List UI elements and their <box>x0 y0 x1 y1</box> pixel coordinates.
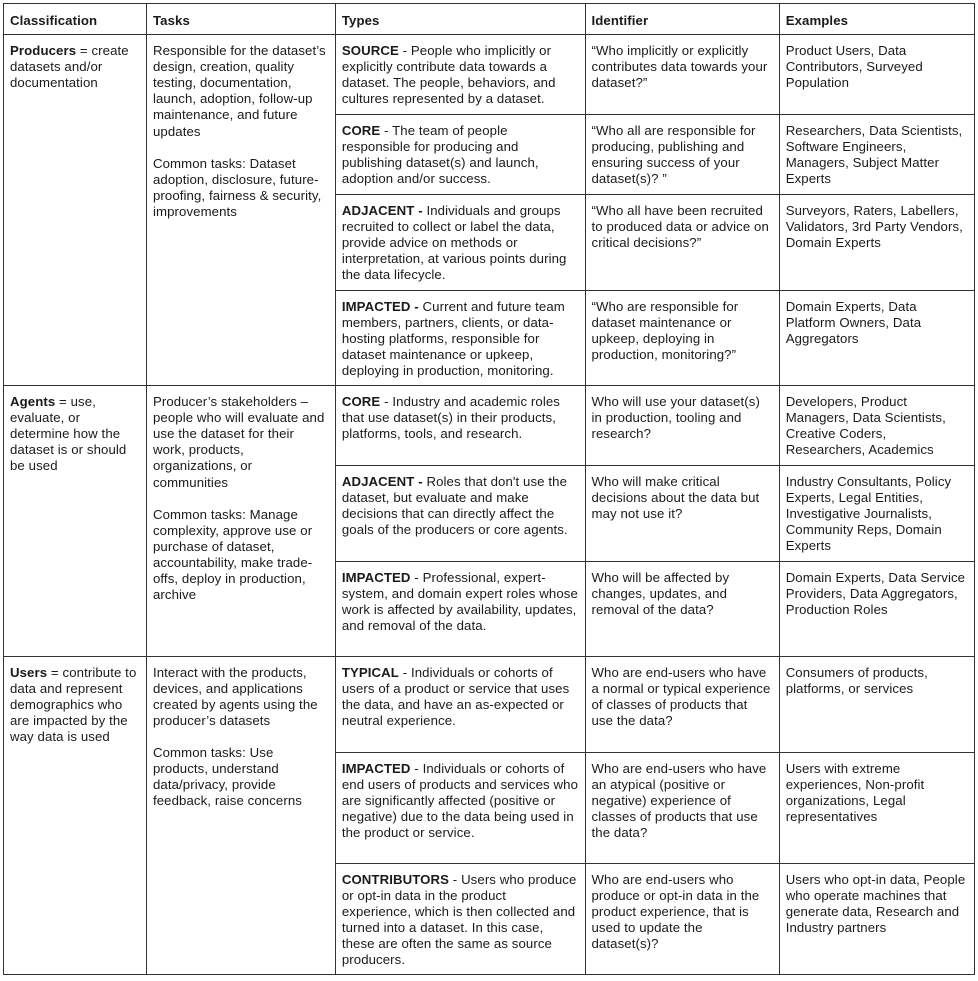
type-name: IMPACTED - <box>341 298 419 314</box>
examples-cell: Consumers of products, platforms, or services <box>779 656 974 752</box>
examples-cell: Domain Experts, Data Platform Owners, Data Aggregators <box>779 290 974 385</box>
examples-cell: Product Users, Data Contributors, Surveyed Population <box>779 35 974 115</box>
classification-name: Producers <box>10 43 77 59</box>
type-description: Individuals or cohorts of end users of products and services who are significantly affected (positive or negative) due to the data being used in the product or service. <box>341 760 578 840</box>
common-tasks-text: Common tasks: Manage complexity, approve use or purchase of dataset, accountability, make trade-offs, deploy in production, archive <box>152 506 313 603</box>
type-description: People who implicitly or explicitly contribute data towards a dataset. The people, behaviors, and cultures represented by a dataset. <box>341 43 556 107</box>
examples-cell: Users with extreme experiences, Non-profit organizations, Legal representatives <box>779 752 974 863</box>
header-identifier: Identifier <box>585 4 779 35</box>
type-description: Current and future team members, partners, clients, or data-hosting platforms, responsible for dataset maintenance or upkeep, deploying in production, monitoring. <box>341 298 565 378</box>
type-separator: - <box>398 43 411 59</box>
type-cell <box>335 115 585 195</box>
type-cell <box>335 386 585 466</box>
type-cell <box>335 561 585 656</box>
table-body <box>4 35 975 975</box>
classification-cell-producers <box>4 35 147 386</box>
examples-cell: Domain Experts, Data Service Providers, Data Aggregators, Production Roles <box>779 561 974 656</box>
identifier-cell: Who will use your dataset(s) in production, tooling and research? <box>585 386 779 466</box>
table-row <box>4 386 975 466</box>
type-name: IMPACTED <box>341 569 411 585</box>
classification-definition: = create datasets and/or documentation <box>10 43 129 91</box>
type-description: Individuals or cohorts of users of a product or service that uses the data, and have an as-expected or neutral experience. <box>341 664 570 728</box>
type-cell <box>335 466 585 561</box>
header-row <box>4 4 975 35</box>
type-name: IMPACTED <box>341 760 411 776</box>
type-cell <box>335 752 585 863</box>
tasks-cell-producers <box>146 35 335 386</box>
header-types: Types <box>335 4 585 35</box>
type-name: TYPICAL <box>341 664 399 680</box>
examples-cell: Users who opt-in data, People who operate machines that generate data, Research and Industry partners <box>779 863 974 975</box>
type-cell <box>335 290 585 385</box>
type-name: ADJACENT - <box>341 203 423 219</box>
type-separator: - <box>449 871 462 887</box>
tasks-text: Responsible for the dataset’s design, creation, quality testing, documentation, launch, adoption, follow-up maintenance, and future updates <box>152 43 326 139</box>
examples-cell: Industry Consultants, Policy Experts, Legal Entities, Investigative Journalists, Community Reps, Domain Experts <box>779 466 974 561</box>
type-name: CORE <box>341 123 381 139</box>
table-header <box>4 4 975 35</box>
type-separator: - <box>380 394 393 410</box>
tasks-cell-agents <box>146 386 335 656</box>
type-description: Users who produce or opt-in data in the product experience, which is then collected and turned into a dataset. In this case, these are often the same as source producers. <box>341 871 577 967</box>
identifier-cell: Who will be affected by changes, updates, and removal of the data? <box>585 561 779 656</box>
type-cell <box>335 35 585 115</box>
type-description: Roles that don't use the dataset, but evaluate and make decisions that can directly affect the goals of the producers or core agents. <box>341 474 568 538</box>
classification-name: Users <box>10 664 48 680</box>
examples-cell: Developers, Product Managers, Data Scientists, Creative Coders, Researchers, Academics <box>779 386 974 466</box>
common-tasks-text: Common tasks: Dataset adoption, disclosure, future-proofing, fairness & security, improvements <box>152 155 322 219</box>
table-row <box>4 35 975 115</box>
tasks-cell-users <box>146 656 335 975</box>
identifier-cell: “Who all have been recruited to produced data or advice on critical decisions?” <box>585 195 779 290</box>
type-description: Individuals and groups recruited to collect or label the data, provide advice on methods or interpretation, at various points during the data lifecycle. <box>341 203 567 283</box>
identifier-cell: Who will make critical decisions about the data but may not use it? <box>585 466 779 561</box>
type-description: Professional, expert-system, and domain expert roles whose work is affected by availability, updates, and removal of the data. <box>341 569 578 633</box>
type-separator: - <box>398 664 411 680</box>
identifier-cell: Who are end-users who have an atypical (positive or negative) experience of classes of products that use the data? <box>585 752 779 863</box>
type-separator: - <box>380 123 393 139</box>
classification-name: Agents <box>10 394 56 410</box>
classification-cell-agents <box>4 386 147 656</box>
identifier-cell: “Who all are responsible for producing, publishing and ensuring success of your dataset(s)? ” <box>585 115 779 195</box>
type-separator: - <box>410 760 423 776</box>
tasks-text: Producer’s stakeholders – people who will evaluate and use the dataset for their work, products, organizations, or communities <box>152 394 325 490</box>
type-description: Industry and academic roles that use dataset(s) in their products, platforms, tools, and research. <box>341 394 561 442</box>
type-name: CONTRIBUTORS <box>341 871 450 887</box>
identifier-cell: “Who implicitly or explicitly contributes data towards your dataset?” <box>585 35 779 115</box>
identifier-cell: Who are end-users who have a normal or typical experience of classes of products that use the data? <box>585 656 779 752</box>
header-classification: Classification <box>4 4 147 35</box>
type-name: ADJACENT - <box>341 474 423 490</box>
identifier-cell: Who are end-users who produce or opt-in data in the product experience, that is used to update the dataset(s)? <box>585 863 779 975</box>
classification-definition: = use, evaluate, or determine how the dataset is or should be used <box>10 394 127 474</box>
identifier-cell: “Who are responsible for dataset maintenance or upkeep, deploying in production, monitoring?” <box>585 290 779 385</box>
common-tasks-text: Common tasks: Use products, understand data/privacy, provide feedback, raise concerns <box>152 744 302 809</box>
classification-cell-users <box>4 656 147 975</box>
examples-cell: Researchers, Data Scientists, Software Engineers, Managers, Subject Matter Experts <box>779 115 974 195</box>
type-cell <box>335 656 585 752</box>
type-name: CORE <box>341 394 381 410</box>
table-row <box>4 656 975 752</box>
type-separator: - <box>410 569 423 585</box>
type-cell <box>335 195 585 290</box>
header-examples: Examples <box>779 4 974 35</box>
type-cell <box>335 863 585 975</box>
type-description: The team of people responsible for producing and publishing dataset(s) and launch, adoption and/or success. <box>341 123 539 187</box>
type-name: SOURCE <box>341 43 399 59</box>
header-tasks: Tasks <box>146 4 335 35</box>
classification-definition: = contribute to data and represent demographics who are impacted by the way data is used <box>10 664 137 744</box>
stakeholder-table <box>3 3 975 975</box>
tasks-text: Interact with the products, devices, and applications created by agents using the producer’s datasets <box>152 664 318 728</box>
examples-cell: Surveyors, Raters, Labellers, Validators, 3rd Party Vendors, Domain Experts <box>779 195 974 290</box>
